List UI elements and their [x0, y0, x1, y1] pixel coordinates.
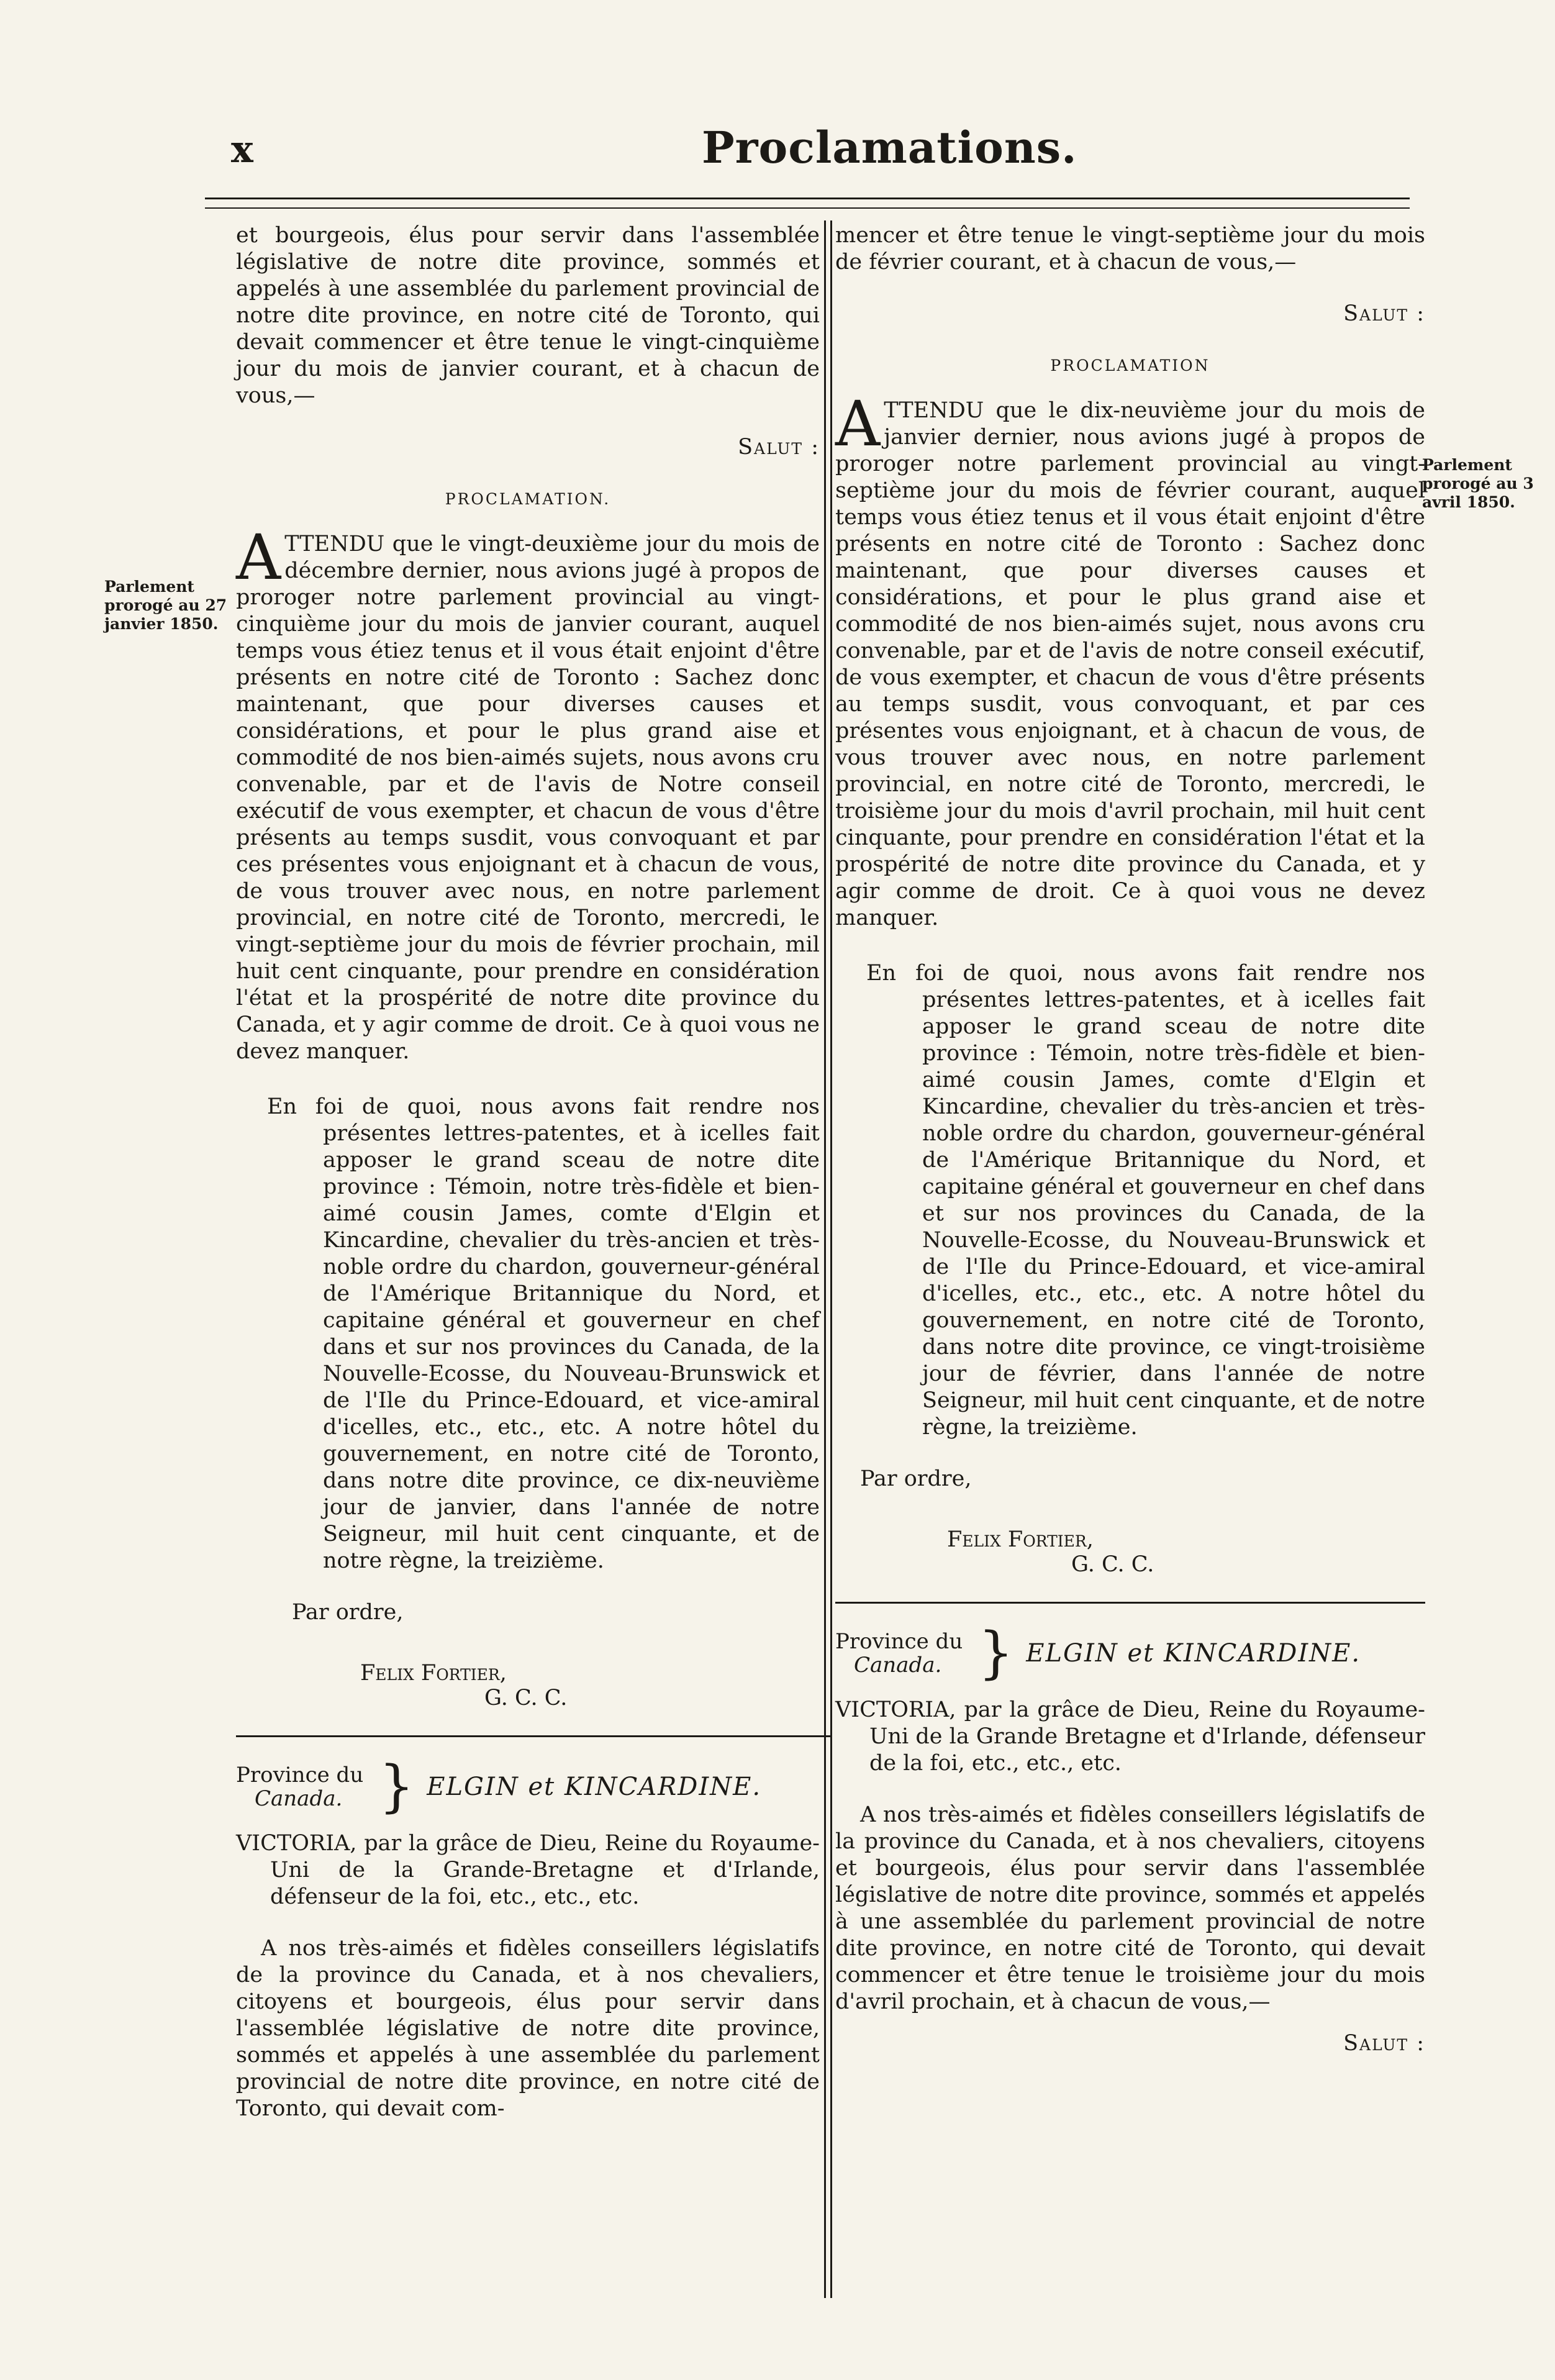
column-divider-right	[830, 220, 832, 2298]
right-paragraph-continuation: mencer et être tenue le vingt-septième jour du mois de février courant, et à chacun de vous,—	[835, 223, 1425, 275]
right-margin-note-line: prorogé au 3	[1422, 475, 1534, 493]
left-signature-title: G. C. C.	[484, 1686, 568, 1710]
left-province-name: ELGIN et KINCARDINE.	[427, 1772, 762, 1801]
right-province-label-line2: Canada.	[854, 1653, 942, 1678]
left-par-ordre: Par ordre,	[292, 1600, 404, 1625]
right-signature-title: G. C. C.	[1071, 1552, 1154, 1577]
running-title: Proclamations.	[702, 122, 1077, 173]
left-signature-block	[236, 1661, 820, 1710]
left-margin-note-line: prorogé au 27	[104, 596, 227, 614]
left-temoin-paragraph: En foi de quoi, nous avons fait rendre nos présentes lettres-patentes, et à icelles fait apposer le grand sceau de notre dite province : Témoin, notre très-fidèle et bien-aimé cousin James, comte d'Elgin et Kincardine, chevalier du très-ancien et très-noble ordre du chardon, gouverneur-général de l'Amérique Britannique du Nord, et capitaine général et gouverneur en chef dans et sur nos provinces du Canada, de la Nouvelle-Ecosse, du Nouveau-Brunswick et de l'Ile du Prince-Edouard, et vice-amiral d'icelles, etc., etc., etc. A notre hôtel du gouvernement, en notre cité de Toronto, dans notre dite province, ce dix-neuvième jour de janvier, dans l'année de notre Seigneur, mil huit cent cinquante, et de notre règne, la treizième.	[267, 1094, 820, 1573]
right-province-label	[835, 1630, 978, 1677]
left-section-divider	[236, 1735, 832, 1737]
right-victoria-paragraph: VICTORIA, par la grâce de Dieu, Reine du Royaume-Uni de la Grande Bretagne et d'Irlande, défenseur de la foi, etc., etc., etc.	[835, 1697, 1425, 1776]
right-province-label-line1: Province du	[835, 1629, 963, 1654]
column-divider-left	[824, 220, 826, 2298]
right-province-name: ELGIN et KINCARDINE.	[1026, 1638, 1361, 1668]
right-salut: Salut :	[1343, 301, 1425, 326]
left-margin-note-line: janvier 1850.	[104, 615, 219, 633]
right-temoin-paragraph: En foi de quoi, nous avons fait rendre nos présentes lettres-patentes, et à icelles fait apposer le grand sceau de notre dite province : Témoin, notre très-fidèle et bien-aimé cousin James, comte d'Elgin et Kincardine, chevalier du très-ancien et très-noble ordre du chardon, gouverneur-général de l'Amérique Britannique du Nord, et capitaine général et gouverneur en chef dans et sur nos provinces du Canada, de la Nouvelle-Ecosse, du Nouveau-Brunswick et de l'Ile du Prince-Edouard, et vice-amiral d'icelles, etc., etc., etc. A notre hôtel du gouvernement, en notre cité de Toronto, dans notre dite province, ce vingt-troisième jour de février, dans l'année de notre Seigneur, mil huit cent cinquante, et de notre règne, la treizième.	[866, 961, 1425, 1440]
header-rule-top	[205, 198, 1410, 199]
left-province-label-line2: Canada.	[255, 1786, 343, 1811]
left-salut: Salut :	[738, 435, 820, 460]
left-signature-name: Felix Fortier,	[360, 1661, 507, 1686]
left-province-label-line1: Province du	[236, 1763, 364, 1787]
left-dropcap: A	[236, 521, 281, 594]
right-margin-note-line: avril 1850.	[1422, 493, 1515, 511]
left-margin-note	[104, 578, 235, 634]
left-column	[236, 222, 820, 2122]
right-signature-block	[835, 1527, 1425, 1577]
right-signature-name: Felix Fortier,	[947, 1527, 1094, 1552]
right-column	[835, 222, 1425, 2082]
brace-icon: }	[379, 1754, 415, 1819]
left-margin-note-line: Parlement	[104, 578, 194, 596]
left-province-heading	[236, 1754, 820, 1819]
right-section-divider	[835, 1602, 1425, 1604]
header-rule-bottom	[205, 207, 1410, 209]
right-province-heading	[835, 1620, 1425, 1686]
right-attendu-paragraph	[835, 388, 1425, 932]
right-par-ordre: Par ordre,	[860, 1466, 972, 1491]
left-attendu-paragraph	[236, 521, 820, 1065]
brace-icon: }	[978, 1620, 1014, 1686]
page-number: x	[231, 128, 253, 171]
right-salut-bottom: Salut :	[1343, 2031, 1425, 2056]
left-victoria-paragraph: VICTORIA, par la grâce de Dieu, Reine du Royaume-Uni de la Grande-Bretagne et d'Irlande, défenseur de la foi, etc., etc., etc.	[236, 1831, 820, 1909]
left-attendu-text: TTENDU que le vingt-deuxième jour du mois de décembre dernier, nous avions jugé à propos de proroger notre parlement provincial au vingt-cinquième jour du mois de janvier courant, auquel temps vous étiez tenus et il vous était enjoint d'être présents en notre cité de Toronto : Sachez donc maintenant, que pour diverses causes et considérations, et pour le plus grand aise et commodité de nos bien-aimés sujets, nous avons cru convenable, par et de l'avis de Notre conseil exécutif de vous exempter, et chacun de vous d'être présents au temps susdit, vous convoquant et par ces présentes vous enjoignant et à chacun de vous, de vous trouver avec nous, en notre parlement provincial, en notre cité de Toronto, mercredi, le vingt-septième jour du mois de février prochain, mil huit cent cinquante, pour prendre en considération l'état et la prospérité de notre dite province du Canada, et y agir comme de droit. Ce à quoi vous ne devez manquer.	[236, 532, 820, 1064]
right-proclamation-title: PROCLAMATION	[1050, 357, 1210, 375]
right-margin-note-line: Parlement	[1422, 456, 1512, 474]
right-margin-note	[1422, 456, 1546, 512]
left-proclamation-title: PROCLAMATION.	[445, 490, 611, 508]
right-address-paragraph: A nos très-aimés et fidèles conseillers législatifs de la province du Canada, et à nos chevaliers, citoyens et bourgeois, élus pour servir dans l'assemblée législative de notre dite province, sommés et appelés à une assemblée du parlement provincial de notre dite province, en notre cité de Toronto, qui devait commencer et être tenue le troisième jour du mois d'avril prochain, et à chacun de vous,—	[835, 1802, 1425, 2014]
left-province-label	[236, 1763, 379, 1810]
right-attendu-text: TTENDU que le dix-neuvième jour du mois de janvier dernier, nous avions jugé à propos de proroger notre parlement provincial au vingt-septième jour du mois de février courant, auquel temps vous étiez tenus et il vous était enjoint d'être présents en notre cité de Toronto : Sachez donc maintenant, que pour diverses causes et considérations, et pour le plus grand aise et commodité de nos bien-aimés sujet, nous avons cru convenable, par et de l'avis de notre conseil exécutif, de vous exempter, et chacun de vous d'être présents au temps susdit, vous convoquant, et par ces présentes vous enjoignant, et à chacun de vous, de vous trouver avec nous, en notre parlement provincial, en notre cité de Toronto, mercredi, le troisième jour du mois d'avril prochain, mil huit cent cinquante, pour prendre en considération l'état et la prospérité de notre dite province du Canada, et y agir comme de droit. Ce à quoi vous ne devez manquer.	[835, 398, 1425, 930]
left-paragraph-continuation: et bourgeois, élus pour servir dans l'assemblée législative de notre dite province, sommés et appelés à une assemblée du parlement provincial de notre dite province, en notre cité de Toronto, qui devait commencer et être tenue le vingt-cinquième jour du mois de janvier courant, et à chacun de vous,—	[236, 223, 820, 408]
right-dropcap: A	[835, 388, 881, 460]
left-address-paragraph: A nos très-aimés et fidèles conseillers législatifs de la province du Canada, et à nos chevaliers, citoyens et bourgeois, élus pour servir dans l'assemblée législative de notre dite province, sommés et appelés à une assemblée du parlement provincial de notre dite province, en notre cité de Toronto, qui devait com-	[236, 1936, 820, 2121]
